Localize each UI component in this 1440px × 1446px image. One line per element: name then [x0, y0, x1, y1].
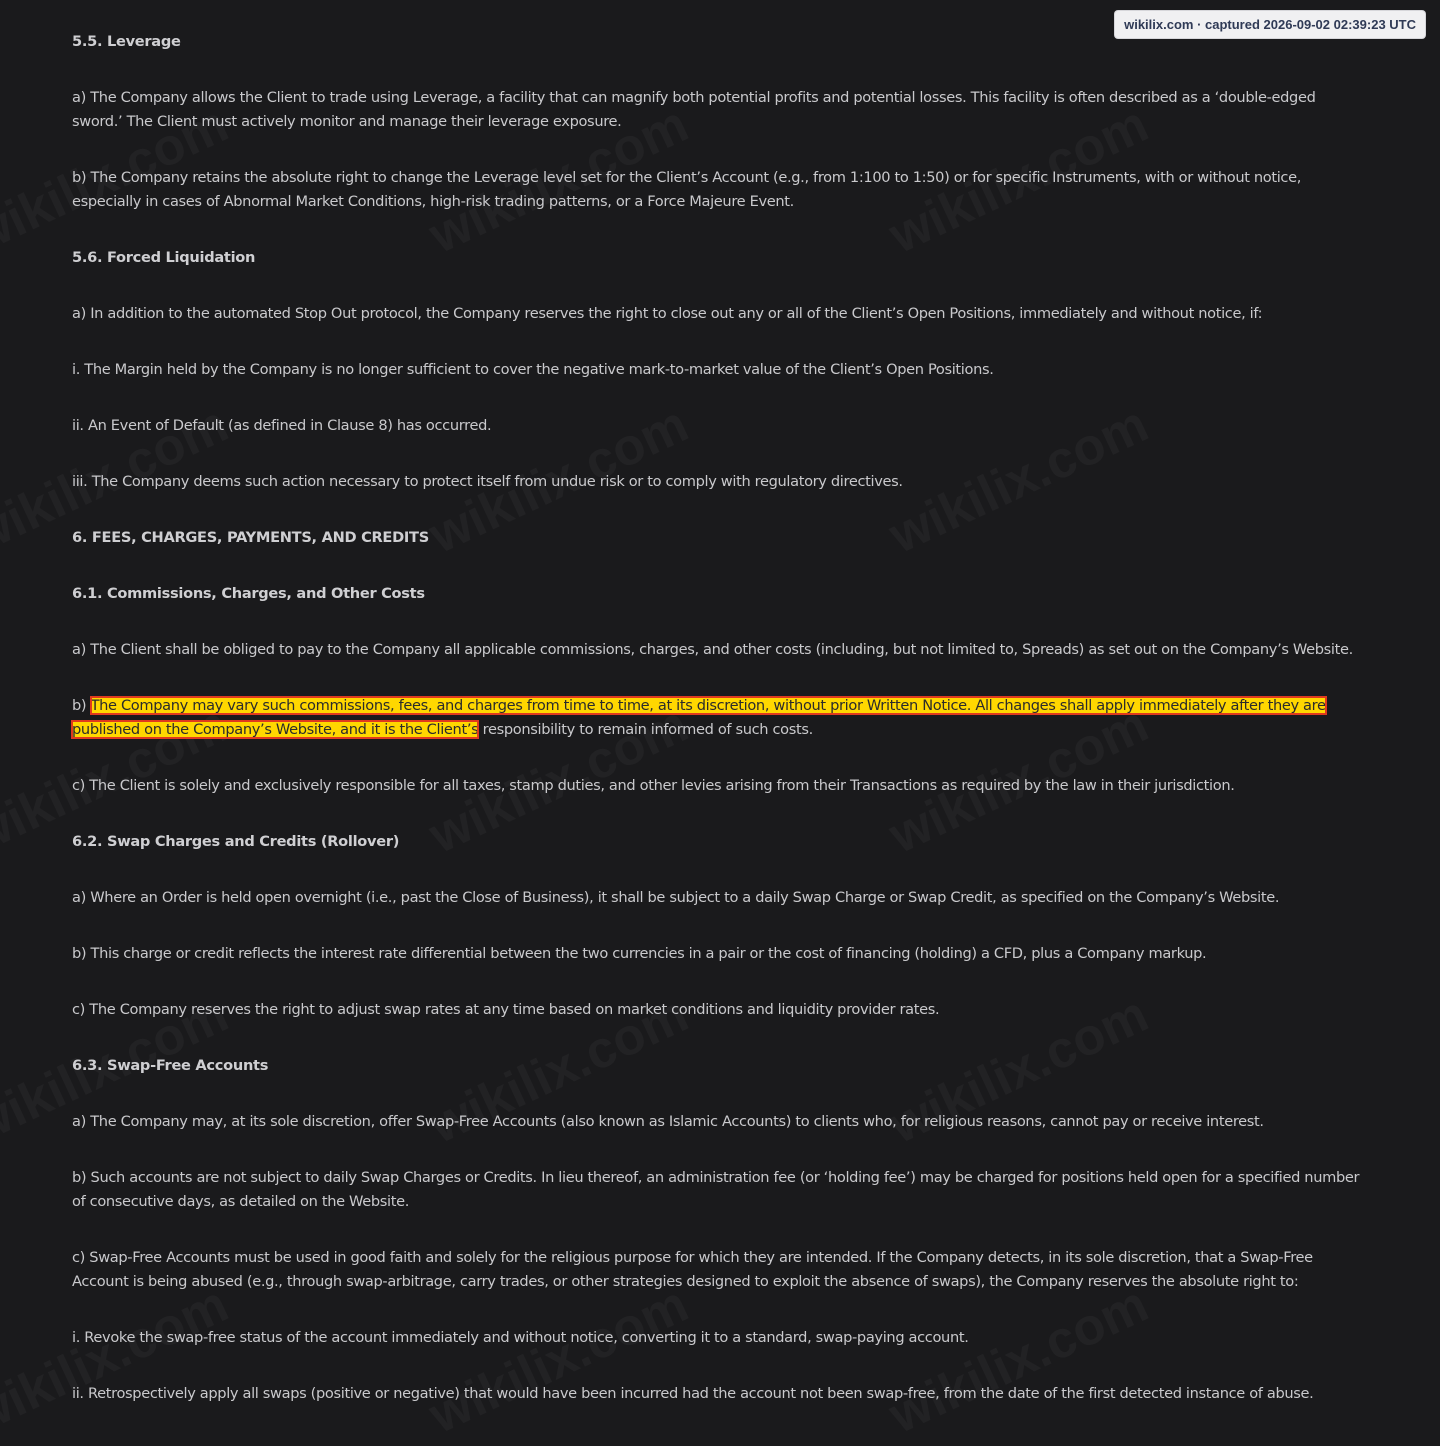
watermark [880, 1274, 1157, 1446]
section-heading-6: 6. FEES, CHARGES, PAYMENTS, AND CREDITS [72, 529, 429, 546]
highlighted-text: The Company may vary such commissions, fees, and charges from time to time, at its discretion, without prior Written Notice. All changes shall apply immediately after they are published on the Company’s Website, and it is the Client’s [72, 697, 1326, 738]
paragraph-5-6-iii: iii. The Company deems such action necessary to protect itself from undue risk or to comply with regulatory directives. [72, 473, 903, 490]
paragraph-6-2-a: a) Where an Order is held open overnight (i.e., past the Close of Business), it shall be subject to a daily Swap Charge or Swap Credit, as specified on the Company’s Website. [72, 889, 1280, 906]
paragraph-6-1-b-suffix: responsibility to remain informed of such costs. [482, 721, 813, 738]
paragraph-6-3-a: a) The Company may, at its sole discretion, offer Swap-Free Accounts (also known as Islamic Accounts) to clients who, for religious reasons, cannot pay or receive interest. [72, 1113, 1264, 1130]
paragraph-5-5-a: a) The Company allows the Client to trade using Leverage, a facility that can magnify both potential profits and potential losses. This facility is often described as a ‘double-edged sword.’ The Client must actively monitor and manage their leverage exposure. [72, 89, 1316, 130]
section-heading-6-1: 6.1. Commissions, Charges, and Other Costs [72, 585, 425, 602]
paragraph-6-2-c: c) The Company reserves the right to adjust swap rates at any time based on market conditions and liquidity provider rates. [72, 1001, 940, 1018]
section-heading-5-6: 5.6. Forced Liquidation [72, 249, 256, 266]
paragraph-5-5-b: b) The Company retains the absolute right to change the Leverage level set for the Client’s Account (e.g., from 1:100 to 1:50) or for specific Instruments, with or without notice, especially in cases of Abnormal Market Conditions, high-risk trading patterns, or a Force Majeure Event. [72, 169, 1302, 210]
capture-timestamp-badge: wikilix.com · captured 2026-09-02 02:39:23 UTC [1115, 11, 1425, 38]
watermark [0, 1274, 237, 1446]
paragraph-6-1-c: c) The Client is solely and exclusively responsible for all taxes, stamp duties, and other levies arising from their Transactions as required by the law in their jurisdiction. [72, 777, 1235, 794]
paragraph-6-3-i: i. Revoke the swap-free status of the account immediately and without notice, converting it to a standard, swap-paying account. [72, 1329, 969, 1346]
paragraph-6-1-b-prefix: b) [72, 697, 87, 714]
section-heading-5-5: 5.5. Leverage [72, 33, 181, 50]
watermark [420, 1274, 697, 1446]
paragraph-5-6-ii: ii. An Event of Default (as defined in Clause 8) has occurred. [72, 417, 492, 434]
paragraph-5-6-a: a) In addition to the automated Stop Out protocol, the Company reserves the right to close out any or all of the Client’s Open Positions, immediately and without notice, if: [72, 305, 1263, 322]
paragraph-6-2-b: b) This charge or credit reflects the interest rate differential between the two currencies in a pair or the cost of financing (holding) a CFD, plus a Company markup. [72, 945, 1207, 962]
paragraph-6-1-a: a) The Client shall be obliged to pay to the Company all applicable commissions, charges, and other costs (including, but not limited to, Spreads) as set out on the Company’s Website. [72, 641, 1353, 658]
paragraph-5-6-i: i. The Margin held by the Company is no longer sufficient to cover the negative mark-to-market value of the Client’s Open Positions. [72, 361, 994, 378]
paragraph-6-3-c: c) Swap-Free Accounts must be used in good faith and solely for the religious purpose for which they are intended. If the Company detects, in its sole discretion, that a Swap-Free Account is being abused (e.g., through swap-arbitrage, carry trades, or other strategies designed to exploit the absence of swaps), the Company reserves the absolute right to: [72, 1249, 1313, 1290]
section-heading-6-3: 6.3. Swap-Free Accounts [72, 1057, 269, 1074]
paragraph-6-3-ii: ii. Retrospectively apply all swaps (positive or negative) that would have been incurred had the account not been swap-free, from the date of the first detected instance of abuse. [72, 1385, 1314, 1402]
paragraph-6-3-b: b) Such accounts are not subject to daily Swap Charges or Credits. In lieu thereof, an administration fee (or ‘holding fee’) may be charged for positions held open for a specified number of consecutive days, as detailed on the Website. [72, 1169, 1360, 1210]
paragraph-6-1-b [72, 694, 1368, 742]
section-heading-6-2: 6.2. Swap Charges and Credits (Rollover) [72, 833, 400, 850]
